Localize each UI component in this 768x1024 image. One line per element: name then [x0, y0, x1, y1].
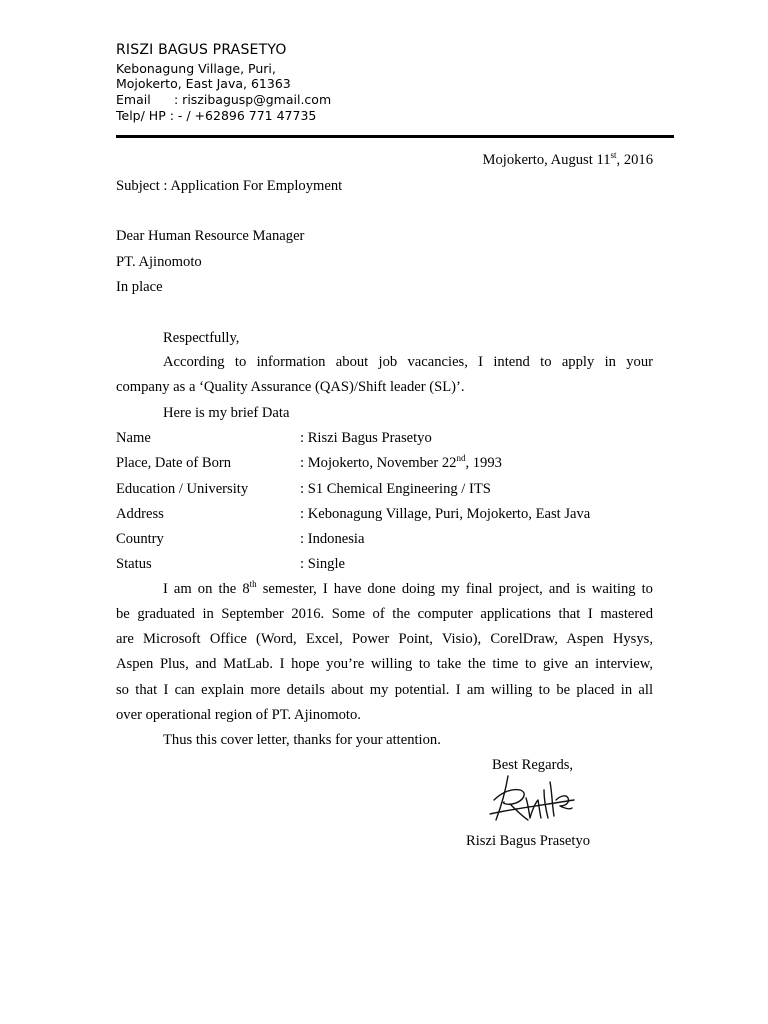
best-regards: Best Regards,	[492, 757, 574, 773]
intro-line: company as a ‘Quality Assurance (QAS)/Shift leader (SL)’.	[116, 379, 465, 395]
email-label: Email	[116, 92, 151, 107]
email-value: : riszibagusp@gmail.com	[174, 92, 332, 107]
body-line: over operational region of PT. Ajinomoto.	[116, 707, 361, 723]
intro-line: According to information about job vacancies, I intend to apply in your	[163, 354, 653, 370]
signature-image	[486, 770, 580, 828]
recipient-line: In place	[116, 279, 163, 295]
recipient-line: PT. Ajinomoto	[116, 254, 202, 270]
body-line: be graduated in September 2016. Some of the computer applications that I mastered	[116, 606, 653, 622]
sender-email	[116, 92, 331, 108]
closing-line: Thus this cover letter, thanks for your attention.	[163, 732, 441, 748]
letter-subject: Subject : Application For Employment	[116, 178, 343, 194]
letter-page: RISZI BAGUS PRASETYO Kebonagung Village, Puri, Mojokerto, East Java, 61363 Email : riszibagusp@gmail.com Telp/ HP : - / +62896 771 47735 Mojokerto, August 11st, 2016 Subject : Application For Employment Dear Human Resource Manager PT. Ajinomoto In place Respectfully, According to information about job vacancies, I intend to apply in your company as a ‘Quality Assurance (QAS)/Shift leader (SL)’. Here is my brief Data Name : Riszi Bagus Prasetyo Place, Date of Born : Mojokerto, November 22nd, 1993 Education / University : S1 Chemical Engineering / ITS Address : Kebonagung Village, Puri, Mojokerto, East Java Country : Indonesia Status : Single I am on the 8th semester, I have done doing my final project, and is waiting to be graduated in September 2016. Some of the computer applications that I mastered are Microsoft Office (Word, Excel, Power Point, Visio), CorelDraw, Aspen Hysys, Aspen Plus, and MatLab. I hope you’re willing to take the time to give an interview, so that I can explain more details about my potential. I am willing to be placed in all over operational region of PT. Ajinomoto. Thus this cover letter, thanks for your attention. Best Regards, Riszi Bagus Prasetyo	[0, 0, 768, 1024]
sender-phone: Telp/ HP : - / +62896 771 47735	[116, 108, 317, 123]
brief-data-heading: Here is my brief Data	[163, 405, 290, 421]
body-line: I am on the 8th semester, I have done doing my final project, and is waiting to	[163, 579, 653, 597]
sender-name: RISZI BAGUS PRASETYO	[116, 42, 287, 58]
recipient-line: Dear Human Resource Manager	[116, 228, 305, 244]
body-line: Aspen Plus, and MatLab. I hope you’re willing to take the time to give an interview,	[116, 656, 653, 672]
letterhead-divider	[116, 135, 674, 138]
greeting: Respectfully,	[163, 330, 240, 346]
sender-address-line2: Mojokerto, East Java, 61363	[116, 76, 291, 91]
letter-date: Mojokerto, August 11st, 2016	[482, 150, 653, 168]
signatory-name: Riszi Bagus Prasetyo	[466, 833, 591, 849]
body-line: so that I can explain more details about my potential. I am willing to be placed in all	[116, 682, 653, 698]
body-line: are Microsoft Office (Word, Excel, Power Point, Visio), CorelDraw, Aspen Hysys,	[116, 631, 653, 647]
sender-address-line1: Kebonagung Village, Puri,	[116, 61, 276, 76]
